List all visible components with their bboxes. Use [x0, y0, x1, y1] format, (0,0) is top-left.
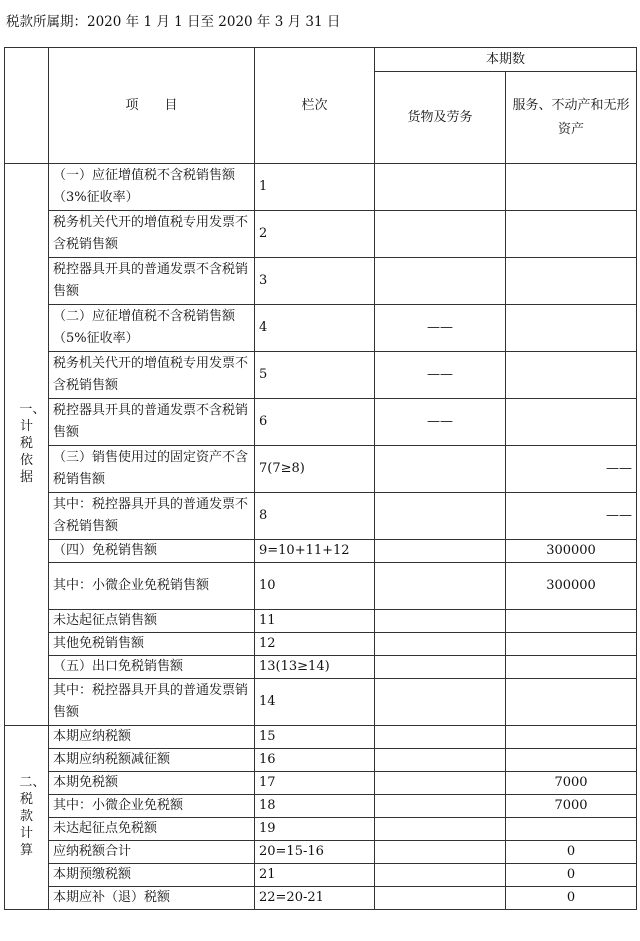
table-row: 税控器具开具的普通发票不含税销售额 3 — [5, 258, 637, 305]
header-row-1 — [5, 48, 637, 72]
section-basis: 一、计税依据 — [5, 164, 49, 726]
table-row: 其中：小微企业免税额 18 7000 — [5, 795, 637, 818]
table-row: 其中：税控器具开具的普通发票不含税销售额 8 —— — [5, 493, 637, 540]
table-row: 其中：税控器具开具的普通发票销售额 14 — [5, 679, 637, 726]
table-row: 其他免税销售额 12 — [5, 633, 637, 656]
vat-return-table — [4, 47, 637, 910]
section-calc: 二、税款计算 — [5, 726, 49, 910]
table-row: 一、计税依据 （一）应征增值税不含税销售额（3%征收率） 1 — [5, 164, 637, 211]
table-row: 未达起征点免税额 19 — [5, 818, 637, 841]
header-line: 栏次 — [255, 48, 375, 164]
table-row: 税务机关代开的增值税专用发票不含税销售额 2 — [5, 211, 637, 258]
table-row: 本期免税额 17 7000 — [5, 772, 637, 795]
table-row: 二、税款计算 本期应纳税额 15 — [5, 726, 637, 749]
table-row: （四）免税销售额 9=10+11+12 300000 — [5, 540, 637, 563]
table-row: （三）销售使用过的固定资产不含税销售额 7(7≥8) —— — [5, 446, 637, 493]
header-services: 服务、不动产和无形资产 — [506, 72, 637, 164]
tax-period: 税款所属期：2020 年 1 月 1 日至 2020 年 3 月 31 日 — [6, 14, 341, 30]
table-row: （二）应征增值税不含税销售额（5%征收率） 4 —— — [5, 305, 637, 352]
header-goods: 货物及劳务 — [375, 72, 506, 164]
table-row: 本期预缴税额 21 0 — [5, 864, 637, 887]
header-current-period: 本期数 — [375, 48, 637, 72]
table-row: 未达起征点销售额 11 — [5, 610, 637, 633]
table-row: 税务机关代开的增值税专用发票不含税销售额 5 —— — [5, 352, 637, 399]
table-row: 应纳税额合计 20=15-16 0 — [5, 841, 637, 864]
header-item: 项 目 — [49, 48, 255, 164]
table-row: （五）出口免税销售额 13(13≥14) — [5, 656, 637, 679]
table-row: 本期应补（退）税额 22=20-21 0 — [5, 887, 637, 910]
table-row: 本期应纳税额减征额 16 — [5, 749, 637, 772]
table-row: 其中：小微企业免税销售额 10 300000 — [5, 563, 637, 610]
header-blank — [5, 48, 49, 164]
table-row: 税控器具开具的普通发票不含税销售额 6 —— — [5, 399, 637, 446]
